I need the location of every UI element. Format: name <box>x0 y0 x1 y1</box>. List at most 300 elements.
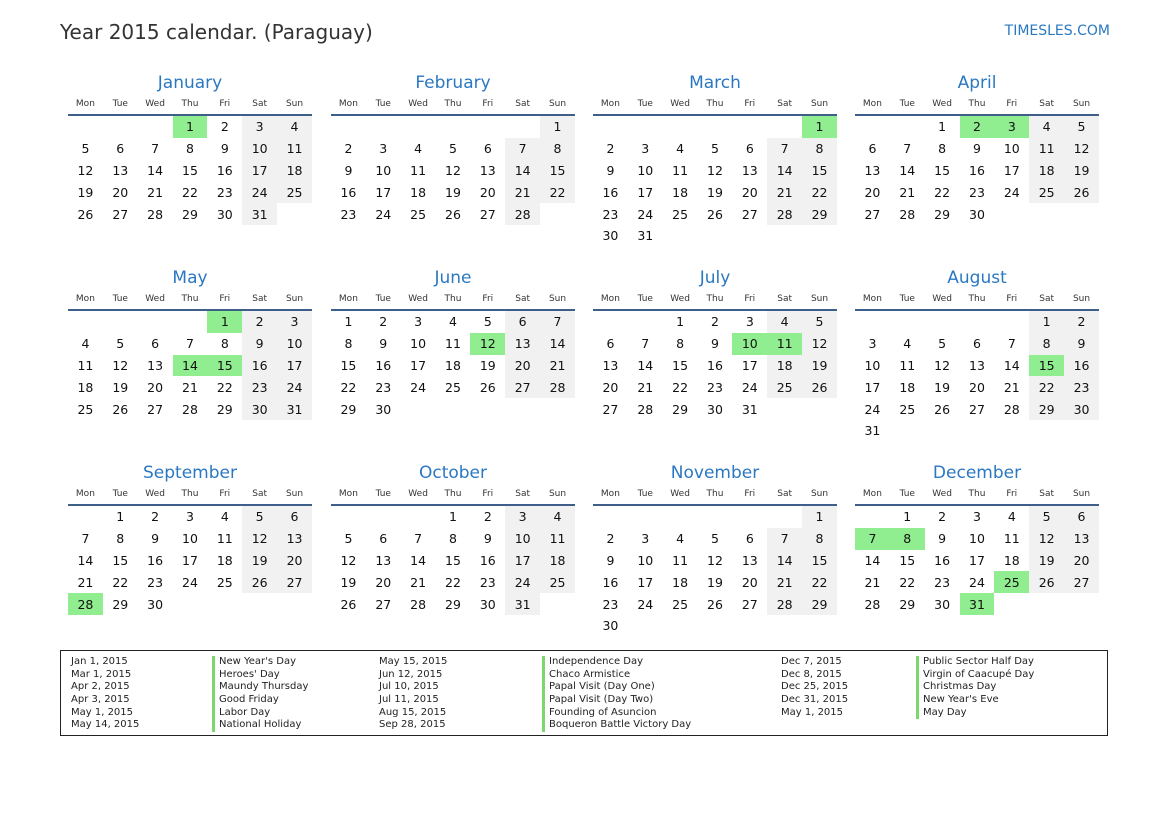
empty-cell <box>663 115 698 138</box>
weekday-header: Sun <box>277 94 312 115</box>
empty-cell <box>855 115 890 138</box>
day-cell: 5 <box>242 505 277 528</box>
day-cell: 15 <box>802 160 837 182</box>
day-cell: 24 <box>637 596 654 612</box>
day-cell: 23 <box>969 184 985 200</box>
day-cell: 9 <box>1064 333 1099 355</box>
day-cell: 21 <box>182 379 198 395</box>
holiday-name: Founding of Asuncion <box>542 707 691 720</box>
day-cell: 21 <box>410 574 427 590</box>
weekday-header: Thu <box>960 94 995 115</box>
weekday-header: Sun <box>802 289 837 310</box>
month-july <box>593 270 837 420</box>
day-cell: 25 <box>672 206 689 222</box>
weekday-header: Sat <box>505 484 540 505</box>
legend-names-col-1 <box>212 656 308 732</box>
day-cell: 20 <box>112 184 129 200</box>
holiday-date: Sep 28, 2015 <box>379 719 446 731</box>
empty-cell <box>732 615 767 637</box>
empty-cell <box>960 420 995 442</box>
day-cell: 15 <box>340 357 357 373</box>
day-cell: 21 <box>767 571 802 593</box>
day-cell: 24 <box>969 574 985 590</box>
empty-cell <box>663 615 698 637</box>
day-cell: 20 <box>375 574 392 590</box>
day-cell: 22 <box>340 379 357 395</box>
month-name: October <box>418 463 488 483</box>
day-cell: 28 <box>505 203 540 225</box>
day-cell: 25 <box>77 401 94 417</box>
day-cell: 6 <box>379 531 388 547</box>
empty-cell <box>890 420 925 442</box>
weekday-header: Wed <box>138 484 173 505</box>
day-cell: 22 <box>445 574 461 590</box>
day-cell: 22 <box>802 571 837 593</box>
month-august <box>855 270 1099 442</box>
day-cell: 7 <box>151 141 160 157</box>
day-cell: 26 <box>479 379 496 395</box>
day-cell: 1 <box>802 115 837 138</box>
day-cell: 7 <box>81 531 90 547</box>
day-cell: 22 <box>934 184 951 200</box>
day-cell: 31 <box>864 423 881 439</box>
weekday-header: Wed <box>663 484 698 505</box>
empty-cell <box>401 505 436 528</box>
empty-cell <box>628 615 663 637</box>
day-cell: 10 <box>182 531 198 547</box>
day-cell: 17 <box>741 357 758 373</box>
day-cell: 5 <box>344 531 353 547</box>
empty-cell <box>277 593 312 615</box>
weekday-header: Fri <box>994 289 1029 310</box>
day-cell: 8 <box>802 528 837 550</box>
empty-cell <box>1064 593 1099 615</box>
day-cell: 11 <box>767 333 802 355</box>
day-cell: 4 <box>220 509 229 525</box>
day-cell: 13 <box>741 162 758 178</box>
weekday-header: Tue <box>890 94 925 115</box>
day-cell: 30 <box>934 596 951 612</box>
holiday-name: Heroes' Day <box>212 669 308 682</box>
day-cell: 28 <box>147 206 164 222</box>
day-cell: 24 <box>1003 184 1020 200</box>
day-cell: 13 <box>375 552 392 568</box>
day-cell: 19 <box>707 574 723 590</box>
empty-cell <box>1064 420 1099 442</box>
day-cell: 29 <box>445 596 461 612</box>
holiday-name: Independence Day <box>542 656 691 669</box>
holiday-date: Aug 15, 2015 <box>379 706 447 718</box>
day-cell: 22 <box>672 379 689 395</box>
day-cell: 16 <box>602 184 619 200</box>
day-cell: 11 <box>445 336 461 352</box>
day-cell: 3 <box>379 141 388 157</box>
day-cell: 13 <box>741 552 758 568</box>
empty-cell <box>470 398 505 420</box>
weekday-header: Tue <box>890 289 925 310</box>
day-cell: 1 <box>540 115 575 138</box>
day-cell: 12 <box>77 162 94 178</box>
day-cell: 30 <box>707 401 723 417</box>
day-cell: 18 <box>1003 552 1020 568</box>
weekday-header: Sat <box>767 94 802 115</box>
weekday-header: Sat <box>242 484 277 505</box>
day-cell: 21 <box>540 355 575 377</box>
day-cell: 28 <box>767 593 802 615</box>
day-cell: 6 <box>505 310 540 333</box>
day-cell: 23 <box>479 574 496 590</box>
day-cell: 17 <box>864 379 881 395</box>
day-cell: 7 <box>414 531 423 547</box>
day-cell: 5 <box>710 141 719 157</box>
day-cell: 9 <box>606 162 615 178</box>
day-cell: 29 <box>802 203 837 225</box>
empty-cell <box>767 398 802 420</box>
weekday-header: Sat <box>1029 484 1064 505</box>
empty-cell <box>173 593 208 615</box>
day-cell: 24 <box>637 206 654 222</box>
day-cell: 27 <box>112 206 129 222</box>
day-cell: 29 <box>672 401 689 417</box>
day-cell: 1 <box>676 314 685 330</box>
weekday-header: Tue <box>366 289 401 310</box>
day-cell: 11 <box>410 162 427 178</box>
day-cell: 14 <box>637 357 654 373</box>
empty-cell <box>401 398 436 420</box>
day-cell: 3 <box>277 310 312 333</box>
empty-cell <box>994 203 1029 225</box>
day-cell: 11 <box>77 357 94 373</box>
weekday-header: Thu <box>173 94 208 115</box>
day-cell: 20 <box>147 379 164 395</box>
day-cell: 28 <box>410 596 427 612</box>
empty-cell <box>890 115 925 138</box>
day-cell: 11 <box>1029 138 1064 160</box>
day-cell: 27 <box>375 596 392 612</box>
weekday-header: Tue <box>103 289 138 310</box>
day-cell: 9 <box>242 333 277 355</box>
day-cell: 4 <box>448 314 457 330</box>
day-cell: 27 <box>741 596 758 612</box>
site-link[interactable]: TIMESLES.COM <box>1004 23 1110 39</box>
day-cell: 6 <box>745 141 754 157</box>
holiday-legend <box>60 650 1108 736</box>
day-cell: 17 <box>277 355 312 377</box>
day-cell: 5 <box>116 336 125 352</box>
day-cell: 14 <box>1003 357 1020 373</box>
weekday-header: Mon <box>331 484 366 505</box>
day-cell: 3 <box>185 509 194 525</box>
day-cell: 17 <box>1003 162 1020 178</box>
weekday-header: Sat <box>767 289 802 310</box>
day-cell: 10 <box>375 162 392 178</box>
day-cell: 27 <box>479 206 496 222</box>
day-cell: 6 <box>1064 505 1099 528</box>
day-cell: 21 <box>864 574 881 590</box>
day-cell: 22 <box>182 184 198 200</box>
day-cell: 31 <box>741 401 758 417</box>
day-cell: 21 <box>505 181 540 203</box>
empty-cell <box>103 115 138 138</box>
day-cell: 15 <box>445 552 461 568</box>
day-cell: 9 <box>972 141 981 157</box>
legend-dates-col-3 <box>781 656 848 719</box>
day-cell: 29 <box>112 596 129 612</box>
day-cell: 15 <box>112 552 129 568</box>
day-cell: 19 <box>479 357 496 373</box>
holiday-date: Dec 25, 2015 <box>781 681 849 693</box>
weekday-header: Fri <box>207 484 242 505</box>
weekday-header: Sat <box>1029 289 1064 310</box>
day-cell: 23 <box>707 379 723 395</box>
day-cell: 23 <box>242 376 277 398</box>
weekday-header: Sat <box>242 94 277 115</box>
empty-cell <box>436 398 471 420</box>
month-name: August <box>947 268 1007 288</box>
day-cell: 30 <box>602 228 619 244</box>
day-cell: 5 <box>81 141 90 157</box>
day-cell: 16 <box>340 184 357 200</box>
day-cell: 2 <box>710 314 719 330</box>
empty-cell <box>1029 203 1064 225</box>
empty-cell <box>331 505 366 528</box>
day-cell: 25 <box>540 571 575 593</box>
day-cell: 23 <box>602 596 619 612</box>
day-cell: 10 <box>864 357 881 373</box>
empty-cell <box>994 593 1029 615</box>
day-cell: 10 <box>732 333 767 355</box>
month-may <box>68 270 312 420</box>
weekday-header: Thu <box>436 289 471 310</box>
day-cell: 16 <box>375 357 392 373</box>
weekday-header: Sun <box>540 484 575 505</box>
day-cell: 10 <box>242 138 277 160</box>
day-cell: 1 <box>938 119 947 135</box>
day-cell: 10 <box>969 531 985 547</box>
day-cell: 7 <box>767 138 802 160</box>
day-cell: 7 <box>641 336 650 352</box>
day-cell: 28 <box>540 376 575 398</box>
month-march <box>593 75 837 247</box>
day-cell: 18 <box>672 574 689 590</box>
day-cell: 25 <box>216 574 233 590</box>
month-name: March <box>689 73 741 93</box>
day-cell: 22 <box>540 181 575 203</box>
day-cell: 28 <box>1003 401 1020 417</box>
holiday-date: Dec 8, 2015 <box>781 668 842 680</box>
empty-cell <box>628 505 663 528</box>
day-cell: 27 <box>602 401 619 417</box>
month-table <box>855 289 1099 442</box>
day-cell: 2 <box>220 119 229 135</box>
day-cell: 2 <box>1064 310 1099 333</box>
day-cell: 20 <box>864 184 881 200</box>
weekday-header: Sun <box>1064 484 1099 505</box>
day-cell: 13 <box>969 357 985 373</box>
day-cell: 21 <box>77 574 94 590</box>
empty-cell <box>540 398 575 420</box>
day-cell: 1 <box>116 509 125 525</box>
empty-cell <box>802 398 837 420</box>
day-cell: 13 <box>864 162 881 178</box>
empty-cell <box>767 225 802 247</box>
day-cell: 27 <box>277 571 312 593</box>
page-title: Year 2015 calendar. (Paraguay) <box>60 20 373 44</box>
day-cell: 8 <box>220 336 229 352</box>
day-cell: 21 <box>1003 379 1020 395</box>
day-cell: 13 <box>147 357 164 373</box>
weekday-header: Mon <box>68 94 103 115</box>
day-cell: 19 <box>445 184 461 200</box>
day-cell: 20 <box>1064 550 1099 572</box>
weekday-header: Tue <box>628 94 663 115</box>
holiday-date: Jul 10, 2015 <box>379 681 439 693</box>
legend-names-col-2 <box>542 656 691 732</box>
weekday-header: Sun <box>277 484 312 505</box>
holiday-name: New Year's Day <box>212 656 308 669</box>
day-cell: 11 <box>1003 531 1020 547</box>
day-cell: 12 <box>470 333 505 355</box>
day-cell: 31 <box>637 228 654 244</box>
day-cell: 14 <box>540 333 575 355</box>
month-table <box>855 94 1099 225</box>
day-cell: 10 <box>505 528 540 550</box>
empty-cell <box>698 115 733 138</box>
day-cell: 3 <box>745 314 754 330</box>
holiday-name: Maundy Thursday <box>212 681 308 694</box>
month-february <box>331 75 575 225</box>
day-cell: 30 <box>242 398 277 420</box>
day-cell: 7 <box>505 138 540 160</box>
day-cell: 18 <box>672 184 689 200</box>
day-cell: 25 <box>994 571 1029 593</box>
empty-cell <box>173 310 208 333</box>
day-cell: 7 <box>1007 336 1016 352</box>
day-cell: 25 <box>1029 181 1064 203</box>
holiday-date: Dec 7, 2015 <box>781 656 842 667</box>
day-cell: 7 <box>903 141 912 157</box>
day-cell: 26 <box>1064 181 1099 203</box>
day-cell: 16 <box>1064 355 1099 377</box>
weekday-header: Fri <box>207 289 242 310</box>
day-cell: 8 <box>540 138 575 160</box>
day-cell: 5 <box>448 141 457 157</box>
empty-cell <box>277 203 312 225</box>
day-cell: 14 <box>864 552 881 568</box>
day-cell: 5 <box>1064 115 1099 138</box>
day-cell: 3 <box>641 141 650 157</box>
day-cell: 6 <box>116 141 125 157</box>
day-cell: 25 <box>899 401 916 417</box>
day-cell: 1 <box>1029 310 1064 333</box>
day-cell: 22 <box>1029 376 1064 398</box>
weekday-header: Thu <box>960 484 995 505</box>
day-cell: 12 <box>802 333 837 355</box>
day-cell: 11 <box>899 357 916 373</box>
day-cell: 12 <box>1029 528 1064 550</box>
day-cell: 12 <box>340 552 357 568</box>
day-cell: 26 <box>1029 571 1064 593</box>
day-cell: 17 <box>242 160 277 182</box>
month-table <box>68 289 312 420</box>
weekday-header: Thu <box>698 94 733 115</box>
weekday-header: Sat <box>1029 94 1064 115</box>
day-cell: 20 <box>969 379 985 395</box>
weekday-header: Sat <box>767 484 802 505</box>
day-cell: 11 <box>277 138 312 160</box>
day-cell: 11 <box>216 531 233 547</box>
day-cell: 16 <box>479 552 496 568</box>
day-cell: 17 <box>410 357 427 373</box>
day-cell: 23 <box>340 206 357 222</box>
holiday-name: New Year's Eve <box>916 694 1034 707</box>
day-cell: 25 <box>277 181 312 203</box>
day-cell: 27 <box>1064 571 1099 593</box>
month-name: February <box>415 73 491 93</box>
day-cell: 25 <box>672 596 689 612</box>
empty-cell <box>540 203 575 225</box>
weekday-header: Wed <box>925 289 960 310</box>
day-cell: 20 <box>741 574 758 590</box>
day-cell: 2 <box>606 531 615 547</box>
day-cell: 9 <box>220 141 229 157</box>
empty-cell <box>925 310 960 333</box>
day-cell: 15 <box>802 550 837 572</box>
empty-cell <box>960 310 995 333</box>
empty-cell <box>767 115 802 138</box>
day-cell: 8 <box>676 336 685 352</box>
weekday-header: Tue <box>103 484 138 505</box>
empty-cell <box>138 310 173 333</box>
month-october <box>331 465 575 615</box>
day-cell: 18 <box>767 355 802 377</box>
weekday-header: Thu <box>173 484 208 505</box>
day-cell: 14 <box>767 550 802 572</box>
day-cell: 19 <box>707 184 723 200</box>
day-cell: 14 <box>147 162 164 178</box>
empty-cell <box>505 115 540 138</box>
day-cell: 21 <box>899 184 916 200</box>
day-cell: 5 <box>1029 505 1064 528</box>
day-cell: 3 <box>641 531 650 547</box>
day-cell: 6 <box>745 531 754 547</box>
day-cell: 3 <box>868 336 877 352</box>
weekday-header: Sun <box>540 289 575 310</box>
day-cell: 5 <box>710 531 719 547</box>
day-cell: 4 <box>676 531 685 547</box>
day-cell: 13 <box>505 333 540 355</box>
weekday-header: Fri <box>470 289 505 310</box>
day-cell: 15 <box>934 162 951 178</box>
weekday-header: Wed <box>401 289 436 310</box>
day-cell: 15 <box>540 160 575 182</box>
day-cell: 6 <box>868 141 877 157</box>
day-cell: 4 <box>676 141 685 157</box>
holiday-date: Dec 31, 2015 <box>781 694 849 706</box>
empty-cell <box>732 225 767 247</box>
day-cell: 24 <box>864 401 881 417</box>
day-cell: 23 <box>216 184 233 200</box>
day-cell: 26 <box>934 401 951 417</box>
empty-cell <box>767 615 802 637</box>
month-table <box>331 94 575 225</box>
day-cell: 29 <box>802 593 837 615</box>
day-cell: 17 <box>375 184 392 200</box>
day-cell: 10 <box>637 162 654 178</box>
day-cell: 18 <box>445 357 461 373</box>
day-cell: 20 <box>479 184 496 200</box>
weekday-header: Tue <box>103 94 138 115</box>
